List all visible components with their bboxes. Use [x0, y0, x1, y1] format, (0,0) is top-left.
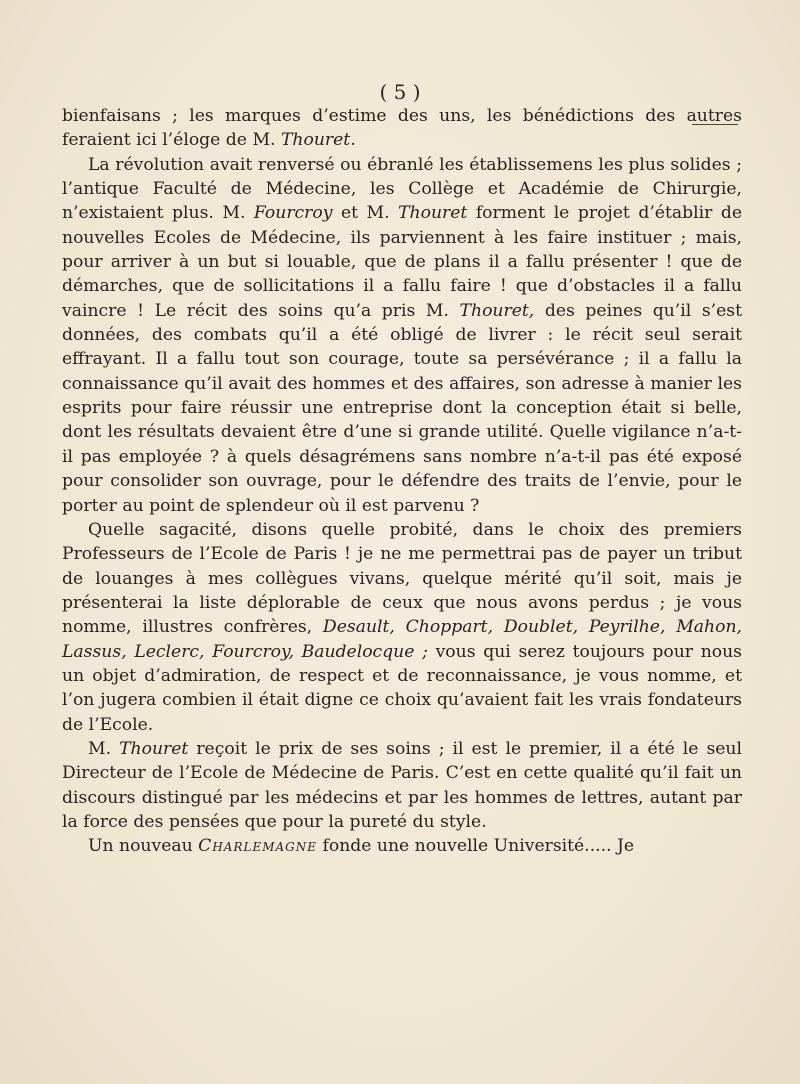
paragraph: [62, 737, 742, 834]
text-body: [62, 104, 742, 859]
paragraph: [62, 104, 742, 153]
text-run: reçoit le prix de ses soins ; il est le premier, il a été le seul Directeur de l’Ecole de Médecine de Paris. C’est en cette qualité qu’il fait un discours distingué par les médecins et par les hommes de lettres, autant par la force des pensées que pour la pureté du style.: [62, 738, 743, 832]
emphasized-text: Thouret: [280, 130, 351, 151]
paragraph: [62, 153, 742, 518]
text-run: et M.: [332, 203, 399, 224]
text-run: .: [350, 130, 356, 151]
text-run: forment le projet d’établir de nouvelles Ecoles de Médecine, ils parviennent à les faire instituer ; mais, pour arriver à un but si louable, que de plans il a fallu présenter ! que de démarches, que de sollicitations il a fallu faire ! que d’obstacles il a fallu vaincre ! Le récit des soins qu’a pris M.: [62, 203, 742, 321]
emphasized-text: Thouret,: [459, 300, 535, 321]
emphasized-text: Desault, Choppart, Doublet, Peyrilhe, Mahon, Lassus, Leclerc, Fourcroy, Baudelocque ;: [62, 617, 742, 662]
text-run: Quelle sagacité, disons quelle probité, dans le choix des premiers Professeurs de l’Ecole de Paris ! je ne me permettrai pas de payer un tribut de louanges à mes collègues vivans, quelque mérité qu’il soit, mais je présenterai la liste déplorable de ceux que nous avons perdus ; je vous nomme, illustres confrères,: [62, 519, 742, 638]
emphasized-text: Thouret: [398, 203, 468, 224]
emphasized-text: Charlemagne: [198, 836, 318, 857]
emphasized-text: Thouret: [119, 738, 189, 759]
paragraph: [62, 834, 742, 858]
text-run: des peines qu’il s’est données, des combats qu’il a été obligé de livrer : le récit seul serait effrayant. Il a fallu tout son courage, toute sa persévérance ; il a fallu la connaissance qu’il avait des hommes et des affaires, son adresse à manier les esprits pour faire réussir une entreprise dont la conception était si belle, dont les résultats devaient être d’une si grande utilité. Quelle vigilance n’a-t-il pas employée ? à quels désagrémens sans nombre n’a-t-il pas été exposé pour consolider son ouvrage, pour le défendre des traits de l’envie, pour le porter au point de splendeur où il est parvenu ?: [62, 300, 742, 516]
text-run: bienfaisans ; les marques d’estime des uns, les bénédictions des autres feraient ici l’éloge de M.: [62, 106, 742, 151]
text-run: vous qui serez toujours pour nous un objet d’admiration, de respect et de reconnaissance, je vous nomme, et l’on jugera combien il était digne ce choix qu’avaient fait les vrais fondateurs de l’Ecole.: [62, 641, 742, 735]
text-run: fonde une nouvelle Université..... Je: [317, 836, 635, 857]
page-number: ( 5 ): [379, 80, 421, 104]
emphasized-text: Fourcroy: [253, 203, 333, 224]
paragraph: [62, 518, 742, 737]
text-run: La révolution avait renversé ou ébranlé les établissemens les plus solides ; l’antique Faculté de Médecine, les Collège et Académie de Chirurgie, n’existaient plus. M.: [62, 154, 742, 224]
text-run: M.: [88, 738, 120, 759]
text-run: Un nouveau: [88, 836, 199, 857]
